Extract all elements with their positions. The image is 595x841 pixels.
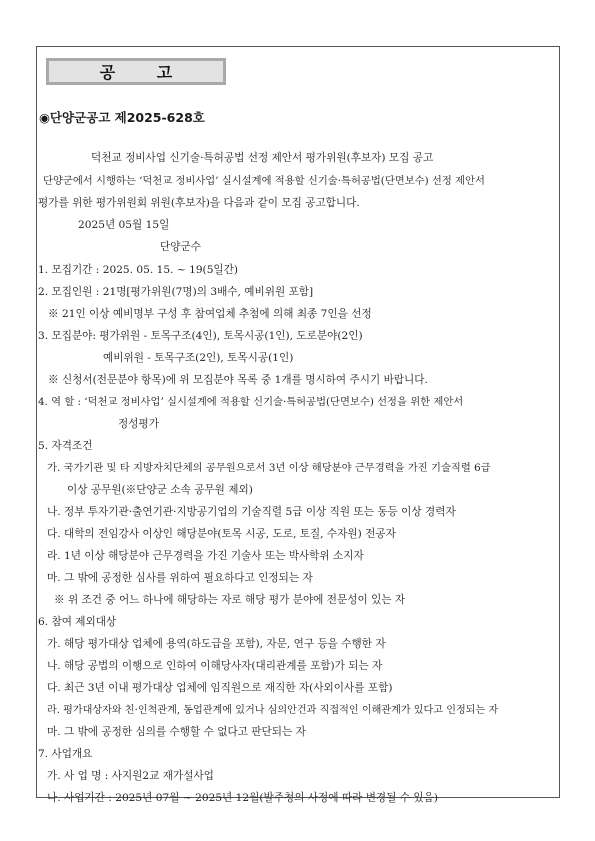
exclusion-item: 나. 해당 공법의 이행으로 인하여 이해당사자(대리관계를 포함)가 되는 자 xyxy=(47,660,383,672)
notice-number: ◉단양군공고 제2025-628호 xyxy=(39,110,205,125)
section-qualifications: 5. 자격조건 xyxy=(38,440,93,452)
qualification-item: 가. 국가기관 및 타 지방자치단체의 공무원으로서 3년 이상 해당분야 근무경력을 가진 기술직렬 6급 xyxy=(47,462,491,474)
qualification-item: 나. 정부 투자기관·출연기관·지방공기업의 기술직렬 5급 이상 직원 또는 동등 이상 경력자 xyxy=(47,506,456,518)
section-recruit-count: 2. 모집인원 : 21명[평가위원(7명)의 3배수, 예비위원 포함] xyxy=(38,286,314,298)
section-project-overview: 7. 사업개요 xyxy=(38,748,93,760)
intro-line: 평가를 위한 평가위원회 위원(후보자)을 다음과 같이 모집 공고합니다. xyxy=(38,197,360,209)
notice-date: 2025년 05월 15일 xyxy=(78,219,170,231)
reserve-members: 예비위원 - 토목구조(2인), 토목시공(1인) xyxy=(103,352,294,364)
project-item: 가. 사 업 명 : 사지원2교 재가설사업 xyxy=(47,770,214,782)
qualification-item: 다. 대학의 전임강사 이상인 해당분야(토목 시공, 도로, 토질, 수자원) 전공자 xyxy=(47,528,396,540)
exclusion-item: 마. 그 밖에 공정한 심의를 수행할 수 없다고 판단되는 자 xyxy=(47,726,306,738)
section-recruit-field: 3. 모집분야: 평가위원 - 토목구조(4인), 토목시공(1인), 도로분야(2인) xyxy=(38,330,363,342)
qualification-item: 라. 1년 이상 해당분야 근무경력을 가진 기술사 또는 박사학위 소지자 xyxy=(47,550,364,562)
section-exclusions: 6. 참여 제외대상 xyxy=(38,616,117,628)
notice-heading: 덕천교 정비사업 신기술·특허공법 선정 제안서 평가위원(후보자) 모집 공고 xyxy=(91,152,434,164)
section-recruit-period: 1. 모집기간 : 2025. 05. 15. ~ 19(5일간) xyxy=(38,264,239,276)
recruit-count-note: ※ 21인 이상 예비명부 구성 후 참여업체 추첨에 의해 최종 7인을 선정 xyxy=(48,308,372,320)
exclusion-item: 다. 최근 3년 이내 평가대상 업체에 임직원으로 재직한 자(사외이사를 포함) xyxy=(47,682,393,694)
page-title: 공 고 xyxy=(99,63,191,82)
issuer: 단양군수 xyxy=(160,241,201,253)
qualification-item: 마. 그 밖에 공정한 심사를 위하여 필요하다고 인정되는 자 xyxy=(47,572,313,584)
project-item: 나. 사업기간 : 2025년 07월 ~ 2025년 12월(발주청의 사정에 따라 변경될 수 있음) xyxy=(47,792,438,804)
section-role: 4. 역 할 : ‘덕천교 정비사업’ 실시설계에 적용할 신기술·특허공법(단면보수) 선정을 위한 제안서 xyxy=(38,396,464,408)
qualification-item: 이상 공무원(※단양군 소속 공무원 제외) xyxy=(67,484,253,496)
title-box xyxy=(46,58,226,85)
qualification-note: ※ 위 조건 중 어느 하나에 해당하는 자로 해당 평가 분야에 전문성이 있는 자 xyxy=(54,594,406,606)
intro-line: 단양군에서 시행하는 ‘덕천교 정비사업’ 실시설계에 적용할 신기술·특허공법(단면보수) 선정 제안서 xyxy=(43,175,485,187)
exclusion-item: 가. 해당 평가대상 업체에 용역(하도급을 포함), 자문, 연구 등을 수행한 자 xyxy=(47,638,386,650)
recruit-field-note: ※ 신청서(전문분야 항목)에 위 모집분야 목록 중 1개를 명시하여 주시기 바랍니다. xyxy=(48,374,428,386)
role-continued: 정성평가 xyxy=(118,418,159,430)
exclusion-item: 라. 평가대상자와 친·인척관계, 동업관계에 있거나 심의안건과 직접적인 이해관계가 있다고 인정되는 자 xyxy=(47,705,499,716)
